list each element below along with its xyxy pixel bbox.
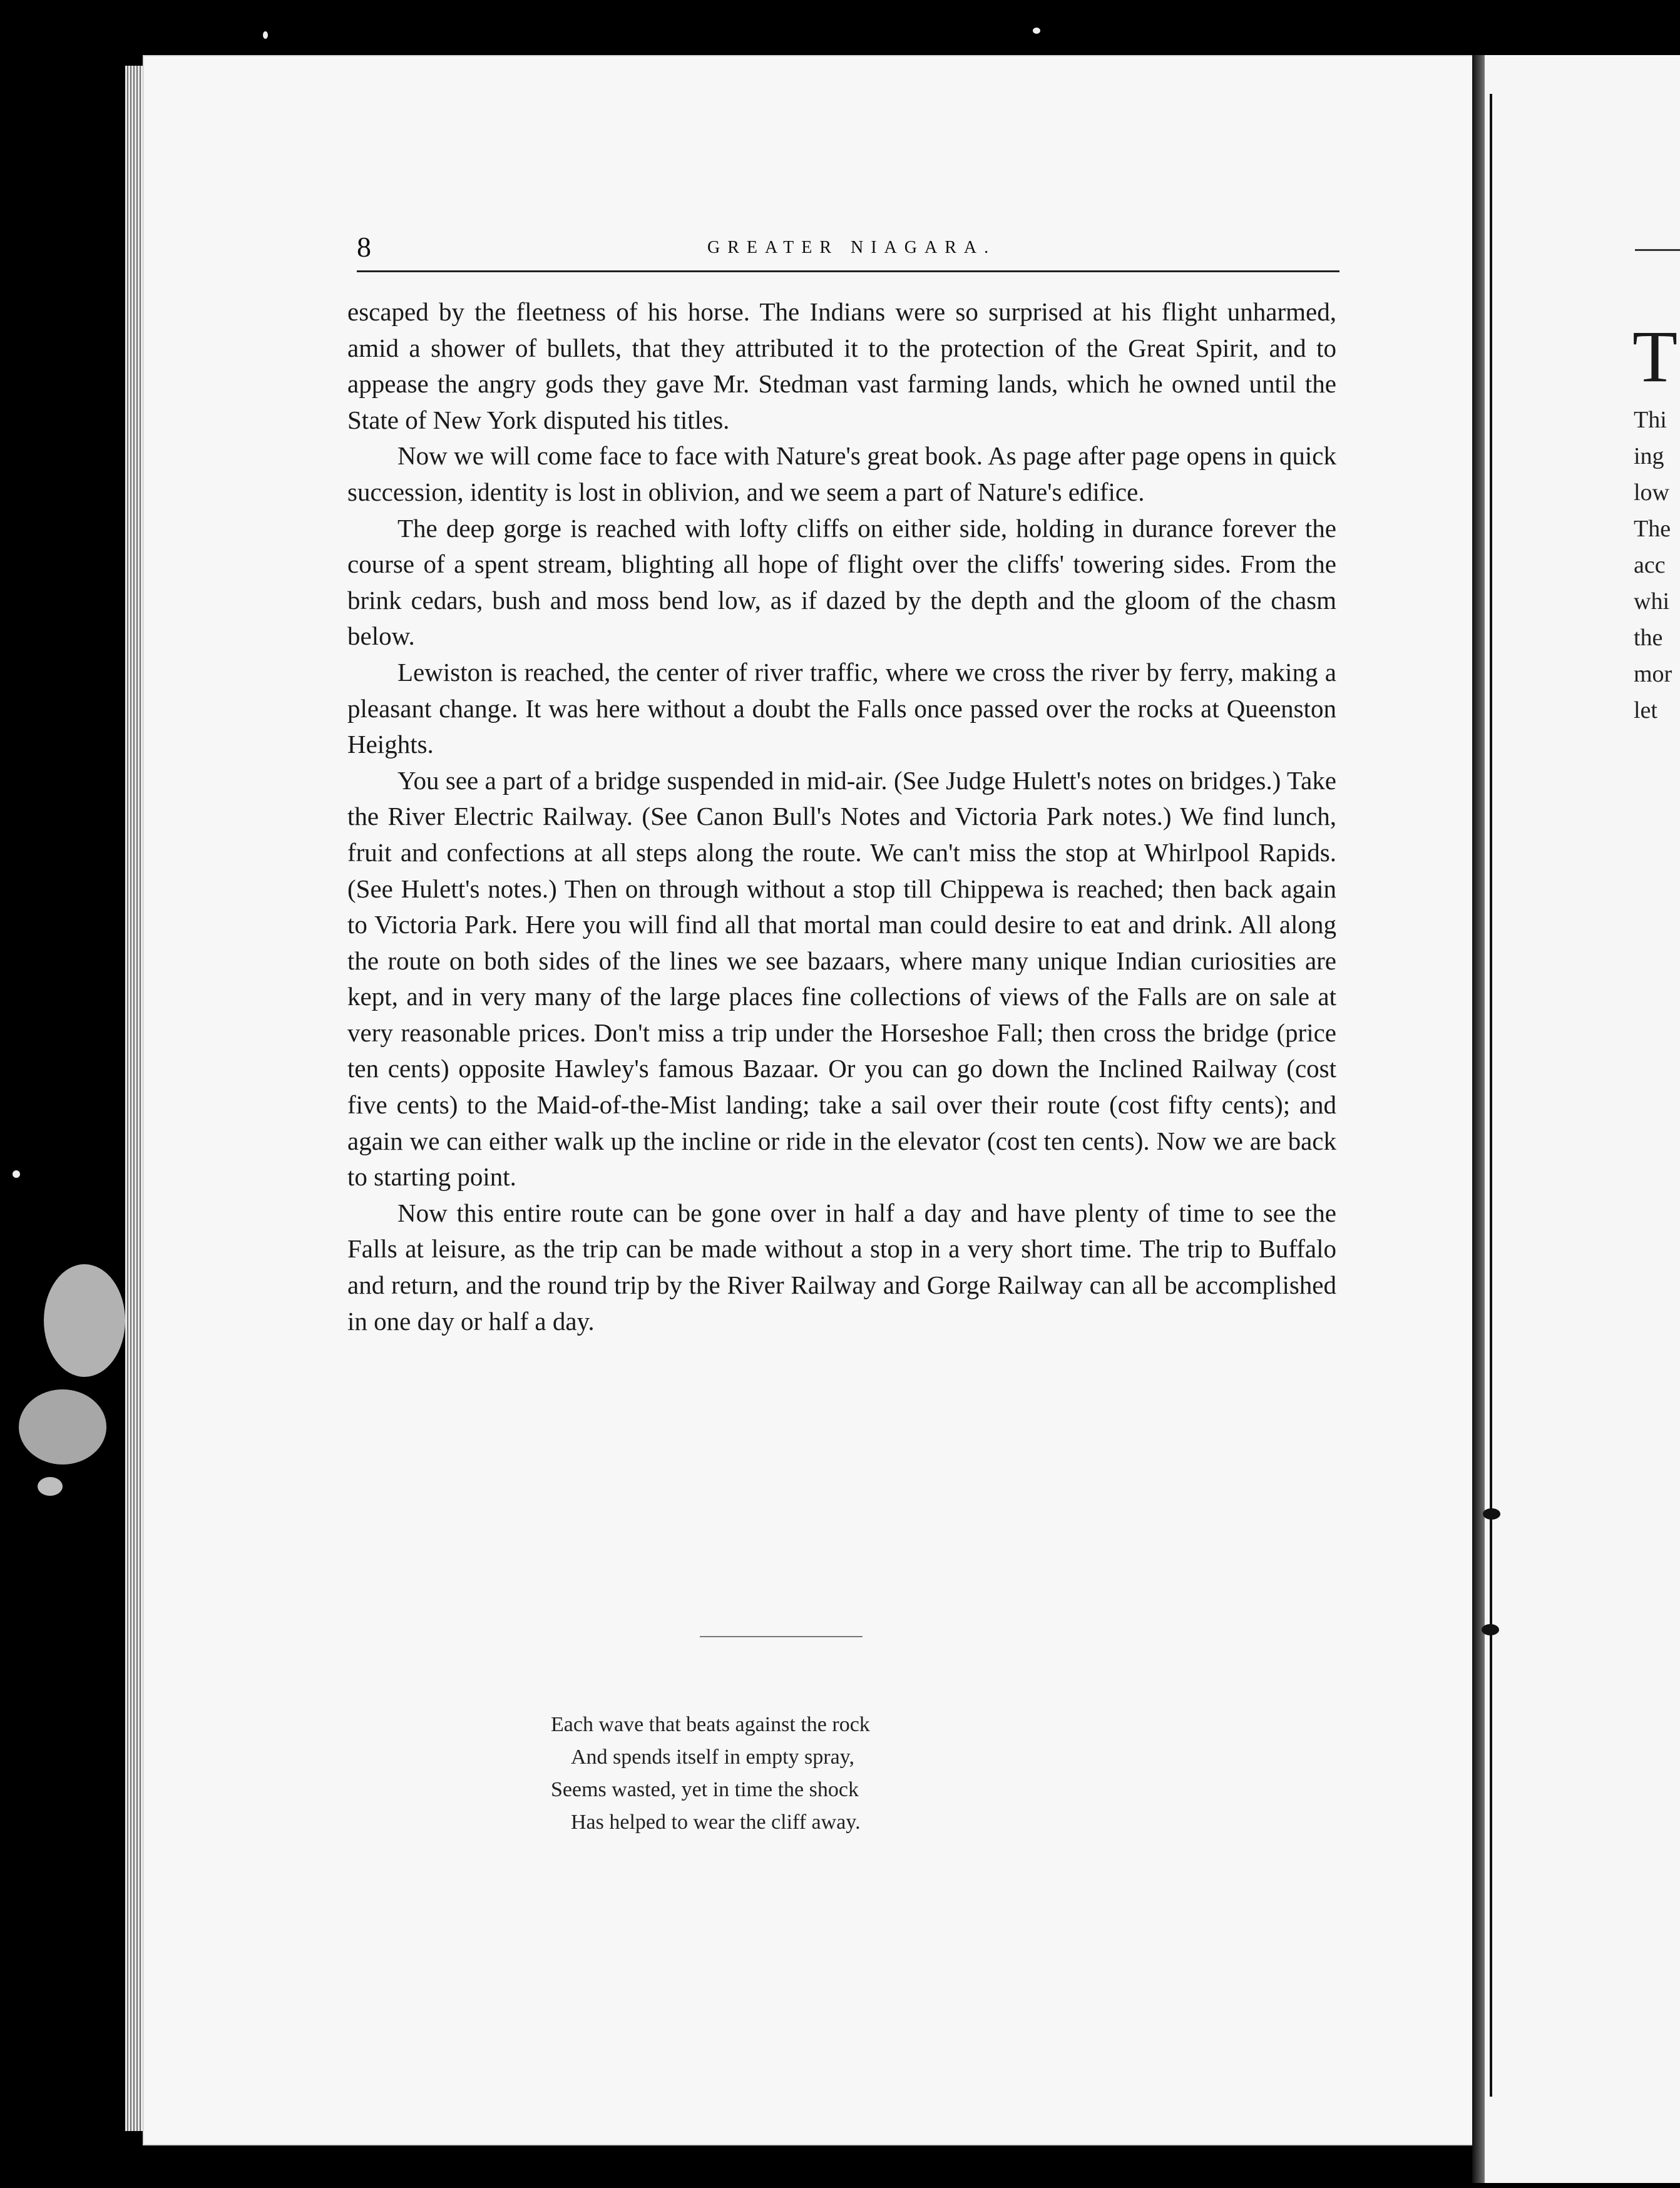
facing-line: ing bbox=[1634, 443, 1664, 469]
facing-line: the bbox=[1634, 625, 1663, 651]
facing-line: low bbox=[1634, 479, 1669, 506]
facing-page-rule bbox=[1635, 249, 1680, 251]
running-head bbox=[357, 230, 1427, 268]
paragraph: The deep gorge is reached with lofty cliffs on either side, holding in durance forever the course of a spent stream, blighting all hope of flight over the cliffs' towering sides. From the brink cedars, bush and moss bend low, as if dazed by the depth and the gloom of the chasm below. bbox=[347, 513, 1336, 651]
facing-line: The bbox=[1634, 516, 1671, 542]
paragraph: escaped by the fleetness of his horse. The Indians were so surprised at his flight unharmed, amid a shower of bullets, that they attributed it to the protection of the Great Spirit, and to appease the angry gods they gave Mr. Stedman vast farming lands, which he owned until the State of New York disputed his titles. bbox=[347, 297, 1336, 434]
poem-line: Each wave that beats against the rock bbox=[551, 1713, 870, 1736]
scan-speck bbox=[1033, 28, 1040, 34]
facing-line: acc bbox=[1634, 552, 1666, 578]
scan-speck bbox=[13, 1170, 20, 1178]
scan-speck bbox=[19, 1389, 106, 1465]
scan-speck bbox=[38, 1477, 63, 1496]
poem bbox=[551, 1709, 1114, 1839]
facing-page-text bbox=[1634, 402, 1672, 728]
poem-line: Has helped to wear the cliff away. bbox=[571, 1811, 861, 1834]
body-text bbox=[347, 294, 1336, 1339]
paragraph: Now we will come face to face with Nature's great book. As page after page opens in quick succession, identity is lost in oblivion, and we seem a part of Nature's edifice. bbox=[347, 441, 1336, 506]
header-rule bbox=[357, 270, 1339, 272]
paragraph: Now this entire route can be gone over in half a day and have plenty of time to see the Falls at leisure, as the trip can be made without a stop in a very short time. The trip to Buffalo and return, and the round trip by the River Railway and Gorge Railway can all be accomplished in one day or half a day. bbox=[347, 1198, 1336, 1336]
facing-line: mor bbox=[1634, 661, 1672, 687]
page-number: 8 bbox=[357, 231, 372, 263]
facing-line: whi bbox=[1634, 588, 1669, 615]
poem-line: Seems wasted, yet in time the shock bbox=[551, 1778, 859, 1801]
spine-line bbox=[1490, 94, 1492, 2097]
running-title: GREATER NIAGARA. bbox=[707, 238, 996, 257]
facing-line: Thi bbox=[1634, 407, 1667, 433]
paragraph: You see a part of a bridge suspended in mid-air. (See Judge Hulett's notes on bridges.) Take the River Electric Railway. (See Canon Bull's Notes and Victoria Park notes.) We find lunch, fruit and confections at all steps along the route. We can't miss the stop at Whirlpool Rapids. (See Hulett's notes.) Then on through without a stop till Chippewa is reached; then back again to Victoria Park. Here you will find all that mortal man could desire to eat and drink. All along the route on both sides of the lines we see bazaars, where many unique Indian curiosities are kept, and in very many of the large places fine collections of views of the Falls are on sale at very reasonable prices. Don't miss a trip under the Horseshoe Fall; then cross the bridge (price ten cents) opposite Hawley's famous Bazaar. Or you can go down the Inclined Railway (cost five cents) to the Maid-of-the-Mist landing; take a sail over their route (cost fifty cents); and again we can either walk up the incline or ride in the elevator (cost ten cents). Now we are back to starting point. bbox=[347, 765, 1336, 1192]
spine-mark bbox=[1483, 1508, 1500, 1520]
facing-page-drop-cap: T bbox=[1632, 315, 1678, 397]
facing-line: let bbox=[1634, 697, 1657, 723]
spine-mark bbox=[1482, 1624, 1499, 1635]
poem-line: And spends itself in empty spray, bbox=[571, 1746, 854, 1769]
scan-speck bbox=[44, 1264, 125, 1377]
paragraph: Lewiston is reached, the center of river traffic, where we cross the river by ferry, making a pleasant change. It was here without a doubt the Falls once passed over the rocks at Queenston Heights. bbox=[347, 657, 1336, 759]
scan-speck bbox=[263, 31, 268, 39]
section-divider bbox=[700, 1636, 863, 1637]
